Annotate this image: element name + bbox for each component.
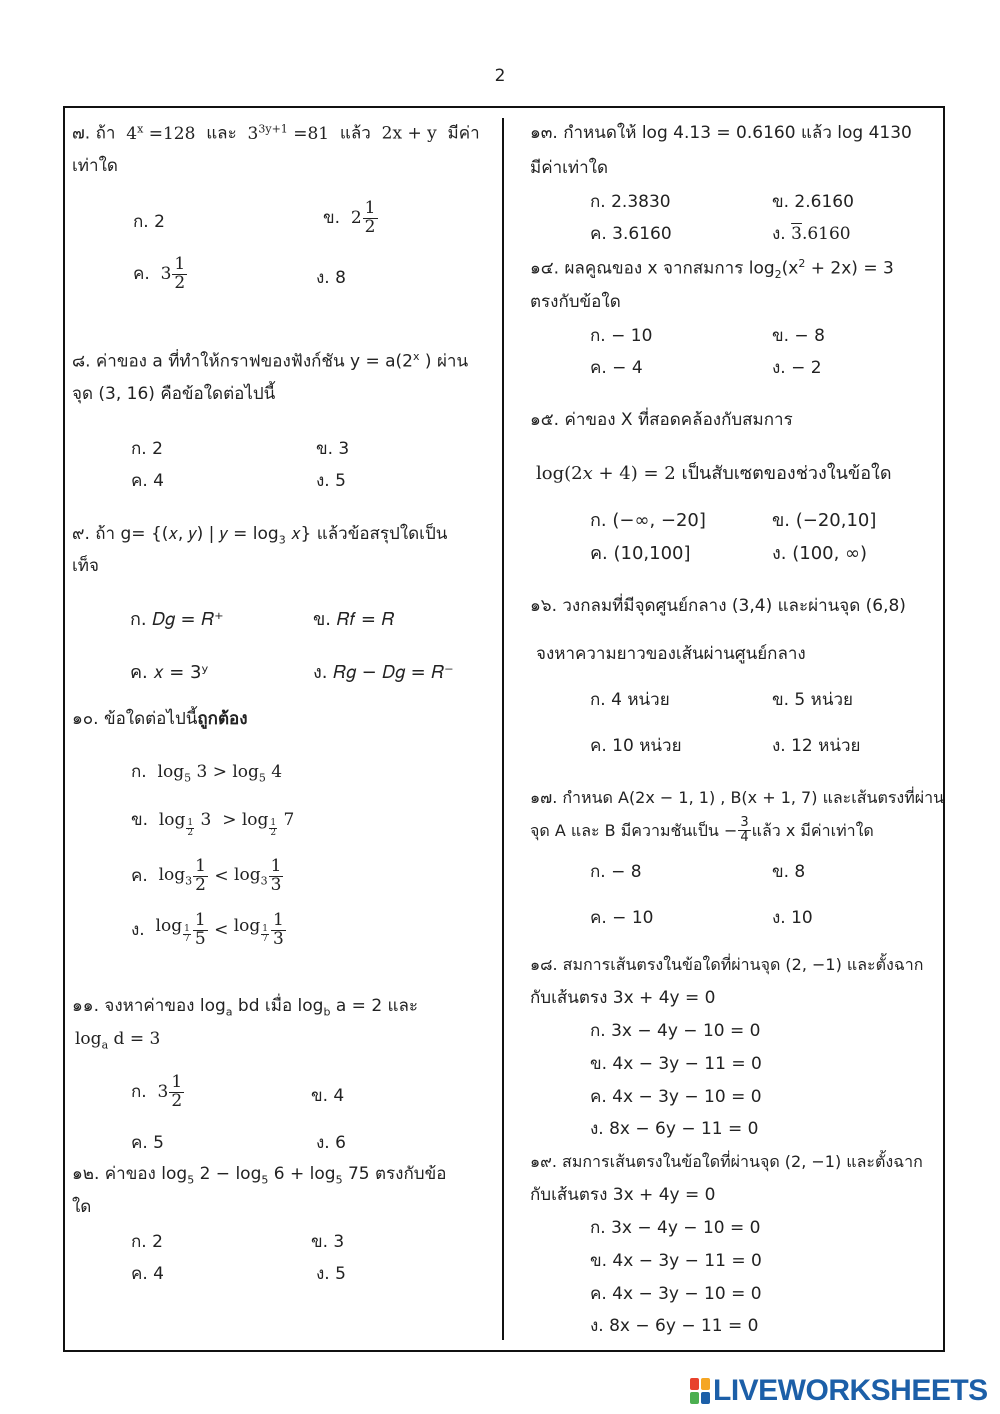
q14-option-d[interactable]: ง. − 2 — [772, 358, 822, 378]
q13-option-c[interactable]: ค. 3.6160 — [590, 224, 672, 244]
q14-option-a[interactable]: ก. − 10 — [590, 326, 653, 346]
q13-stem-2: มีค่าเท่าใด — [530, 158, 609, 178]
q7-option-c[interactable]: ค. 3 $\frac{1}{2}$ — [133, 254, 186, 293]
q11-stem: ๑๑. จงหาค่าของ $\log_a$ bd เมื่อ $\log_b a = 2$ และ — [72, 996, 419, 1019]
q19-stem: ๑๙. สมการเส้นตรงในข้อใดที่ผ่านจุด (2, −1) และตั้งฉาก — [530, 1152, 923, 1171]
q17-option-d[interactable]: ง. 10 — [772, 908, 813, 928]
q19-option-b[interactable]: ข. 4x − 3y − 11 = 0 — [590, 1251, 762, 1271]
q12-option-d[interactable]: ง. 5 — [316, 1264, 346, 1284]
q18-stem: ๑๘. สมการเส้นตรงในข้อใดที่ผ่านจุด (2, −1) และตั้งฉาก — [530, 955, 924, 974]
q17-option-c[interactable]: ค. − 10 — [590, 908, 654, 928]
q9-stem: ๙. ถ้า g= {(𝑥, 𝑦) | 𝑦 = $\log_3$ 𝑥} แล้วข้อสรุปใดเป็น — [72, 524, 448, 547]
q9-stem-2: เท็จ — [72, 556, 99, 576]
q15-option-d[interactable]: ง. (100, ∞) — [772, 543, 868, 564]
q9-option-b[interactable]: ข. 𝑅𝑓 = 𝑅 — [313, 609, 395, 630]
q15-stem-2: log(2𝑥 + 4) = 2 เป็นสับเซตของช่วงในข้อใด — [536, 463, 892, 484]
q8-option-b[interactable]: ข. 3 — [316, 439, 350, 459]
q11-option-a[interactable]: ก. 3 $\frac{1}{2}$ — [131, 1072, 183, 1111]
q17-stem: ๑๗. กำหนด A(2x − 1, 1) , B(x + 1, 7) และเส้นตรงที่ผ่าน — [530, 788, 945, 807]
q15-option-b[interactable]: ข. (−20,10] — [772, 510, 877, 531]
q8-option-d[interactable]: ง. 5 — [316, 471, 346, 491]
q11-stem-2: $\log_a d = 3$ — [75, 1029, 161, 1052]
q7-option-d[interactable]: ง. 8 — [316, 268, 346, 288]
q18-option-b[interactable]: ข. 4x − 3y − 11 = 0 — [590, 1054, 762, 1074]
q16-stem: ๑๖. วงกลมที่มีจุดศูนย์กลาง (3,4) และผ่านจุด (6,8) — [530, 596, 906, 616]
q9-option-a[interactable]: ก. 𝐷𝑔 = 𝑅⁺ — [130, 609, 224, 630]
q8-stem-2: จุด (3, 16) คือข้อใดต่อไปนี้ — [72, 384, 276, 404]
q8-stem: ๘. ค่าของ a ที่ทำให้กราฟของฟังก์ชัน $y = a(2^x$ ) ผ่าน — [72, 350, 469, 372]
q10-option-c[interactable]: ค. $\log_3$ $\frac{1}{2}$ < $\log_3$ $\frac{1}{3}$ — [131, 856, 282, 895]
q10-stem: ๑๐. ข้อใดต่อไปนี้ถูกต้อง — [72, 709, 248, 729]
q13-stem: ๑๓. กำหนดให้ log 4.13 = 0.6160 แล้ว log 4130 — [530, 123, 912, 143]
q19-option-a[interactable]: ก. 3x − 4y − 10 = 0 — [590, 1218, 761, 1238]
q14-stem-2: ตรงกับข้อใด — [530, 292, 621, 312]
q19-option-c[interactable]: ค. 4x − 3y − 10 = 0 — [590, 1284, 762, 1304]
q10-option-d[interactable]: ง. log $\frac{1}{7}$ $\frac{1}{5}$ < log $\frac{1}{7}$ $\frac{1}{3}$ — [131, 910, 284, 949]
q11-option-b[interactable]: ข. 4 — [311, 1086, 345, 1106]
page-number: 2 — [494, 66, 506, 86]
q10-option-b[interactable]: ข. log $\frac{1}{2}$ 3 > log $\frac{1}{2}$ 7 — [131, 810, 295, 838]
q12-option-a[interactable]: ก. 2 — [131, 1232, 163, 1252]
q15-option-c[interactable]: ค. (10,100] — [590, 543, 691, 564]
q13-option-d[interactable]: ง. 3.6160 — [772, 224, 851, 244]
q14-option-b[interactable]: ข. − 8 — [772, 326, 825, 346]
q12-stem: ๑๒. ค่าของ $\log_5 2 - \log_5 6 + \log_5 75$ ตรงกับข้อ — [72, 1164, 447, 1187]
q12-option-b[interactable]: ข. 3 — [311, 1232, 345, 1252]
q18-option-c[interactable]: ค. 4x − 3y − 10 = 0 — [590, 1087, 762, 1107]
q10-option-a[interactable]: ก. $\log_5 3 > \log_5 4$ — [131, 762, 283, 785]
q17-option-a[interactable]: ก. − 8 — [590, 862, 642, 882]
q16-option-a[interactable]: ก. 4 หน่วย — [590, 690, 670, 710]
q9-option-c[interactable]: ค. 𝑥 = 3ʸ — [130, 662, 209, 683]
q19-option-d[interactable]: ง. 8x − 6y − 11 = 0 — [590, 1316, 759, 1336]
q12-option-c[interactable]: ค. 4 — [131, 1264, 164, 1284]
q8-option-c[interactable]: ค. 4 — [131, 471, 164, 491]
logo-text: LIVEWORKSHEETS — [713, 1374, 988, 1407]
q15-stem: ๑๕. ค่าของ X ที่สอดคล้องกับสมการ — [530, 410, 793, 430]
q13-option-a[interactable]: ก. 2.3830 — [590, 192, 671, 212]
q17-stem-2: จุด A และ B มีความชันเป็น − $\frac{3}{4}$ แล้ว x มีค่าเท่าใด — [530, 815, 874, 845]
q16-option-d[interactable]: ง. 12 หน่วย — [772, 736, 861, 756]
logo-grid-icon — [690, 1378, 710, 1404]
q14-option-c[interactable]: ค. − 4 — [590, 358, 643, 378]
q11-option-c[interactable]: ค. 5 — [131, 1133, 164, 1153]
q7-stem: ๗. ถ้า 4$^x$ =128 และ $3^{3y+1} =81$ แล้ว 2x + y มีค่า — [72, 122, 480, 144]
q12-stem-2: ใด — [72, 1197, 92, 1217]
q16-stem-2: จงหาความยาวของเส้นผ่านศูนย์กลาง — [536, 644, 806, 664]
q9-option-d[interactable]: ง. 𝑅𝑔 − 𝐷𝑔 = 𝑅⁻ — [313, 662, 454, 683]
q8-option-a[interactable]: ก. 2 — [131, 439, 163, 459]
q17-option-b[interactable]: ข. 8 — [772, 862, 806, 882]
liveworksheets-logo[interactable] — [690, 1374, 988, 1408]
column-divider — [502, 118, 504, 1340]
q15-option-a[interactable]: ก. (−∞, −20] — [590, 510, 706, 531]
q7-stem-2: เท่าใด — [72, 156, 118, 176]
q19-stem-2: กับเส้นตรง 3x + 4y = 0 — [530, 1185, 716, 1205]
q14-stem: ๑๔. ผลคูณของ x จากสมการ $\log_2(x^2 + 2x) = 3$ — [530, 257, 894, 282]
q16-option-c[interactable]: ค. 10 หน่วย — [590, 736, 682, 756]
q13-option-b[interactable]: ข. 2.6160 — [772, 192, 854, 212]
q11-option-d[interactable]: ง. 6 — [316, 1133, 346, 1153]
q18-stem-2: กับเส้นตรง 3x + 4y = 0 — [530, 988, 716, 1008]
q7-option-b[interactable]: ข. 2 $\frac{1}{2}$ — [323, 198, 376, 237]
q18-option-a[interactable]: ก. 3x − 4y − 10 = 0 — [590, 1021, 761, 1041]
q16-option-b[interactable]: ข. 5 หน่วย — [772, 690, 853, 710]
q18-option-d[interactable]: ง. 8x − 6y − 11 = 0 — [590, 1119, 759, 1139]
q7-option-a[interactable]: ก. 2 — [133, 212, 165, 232]
